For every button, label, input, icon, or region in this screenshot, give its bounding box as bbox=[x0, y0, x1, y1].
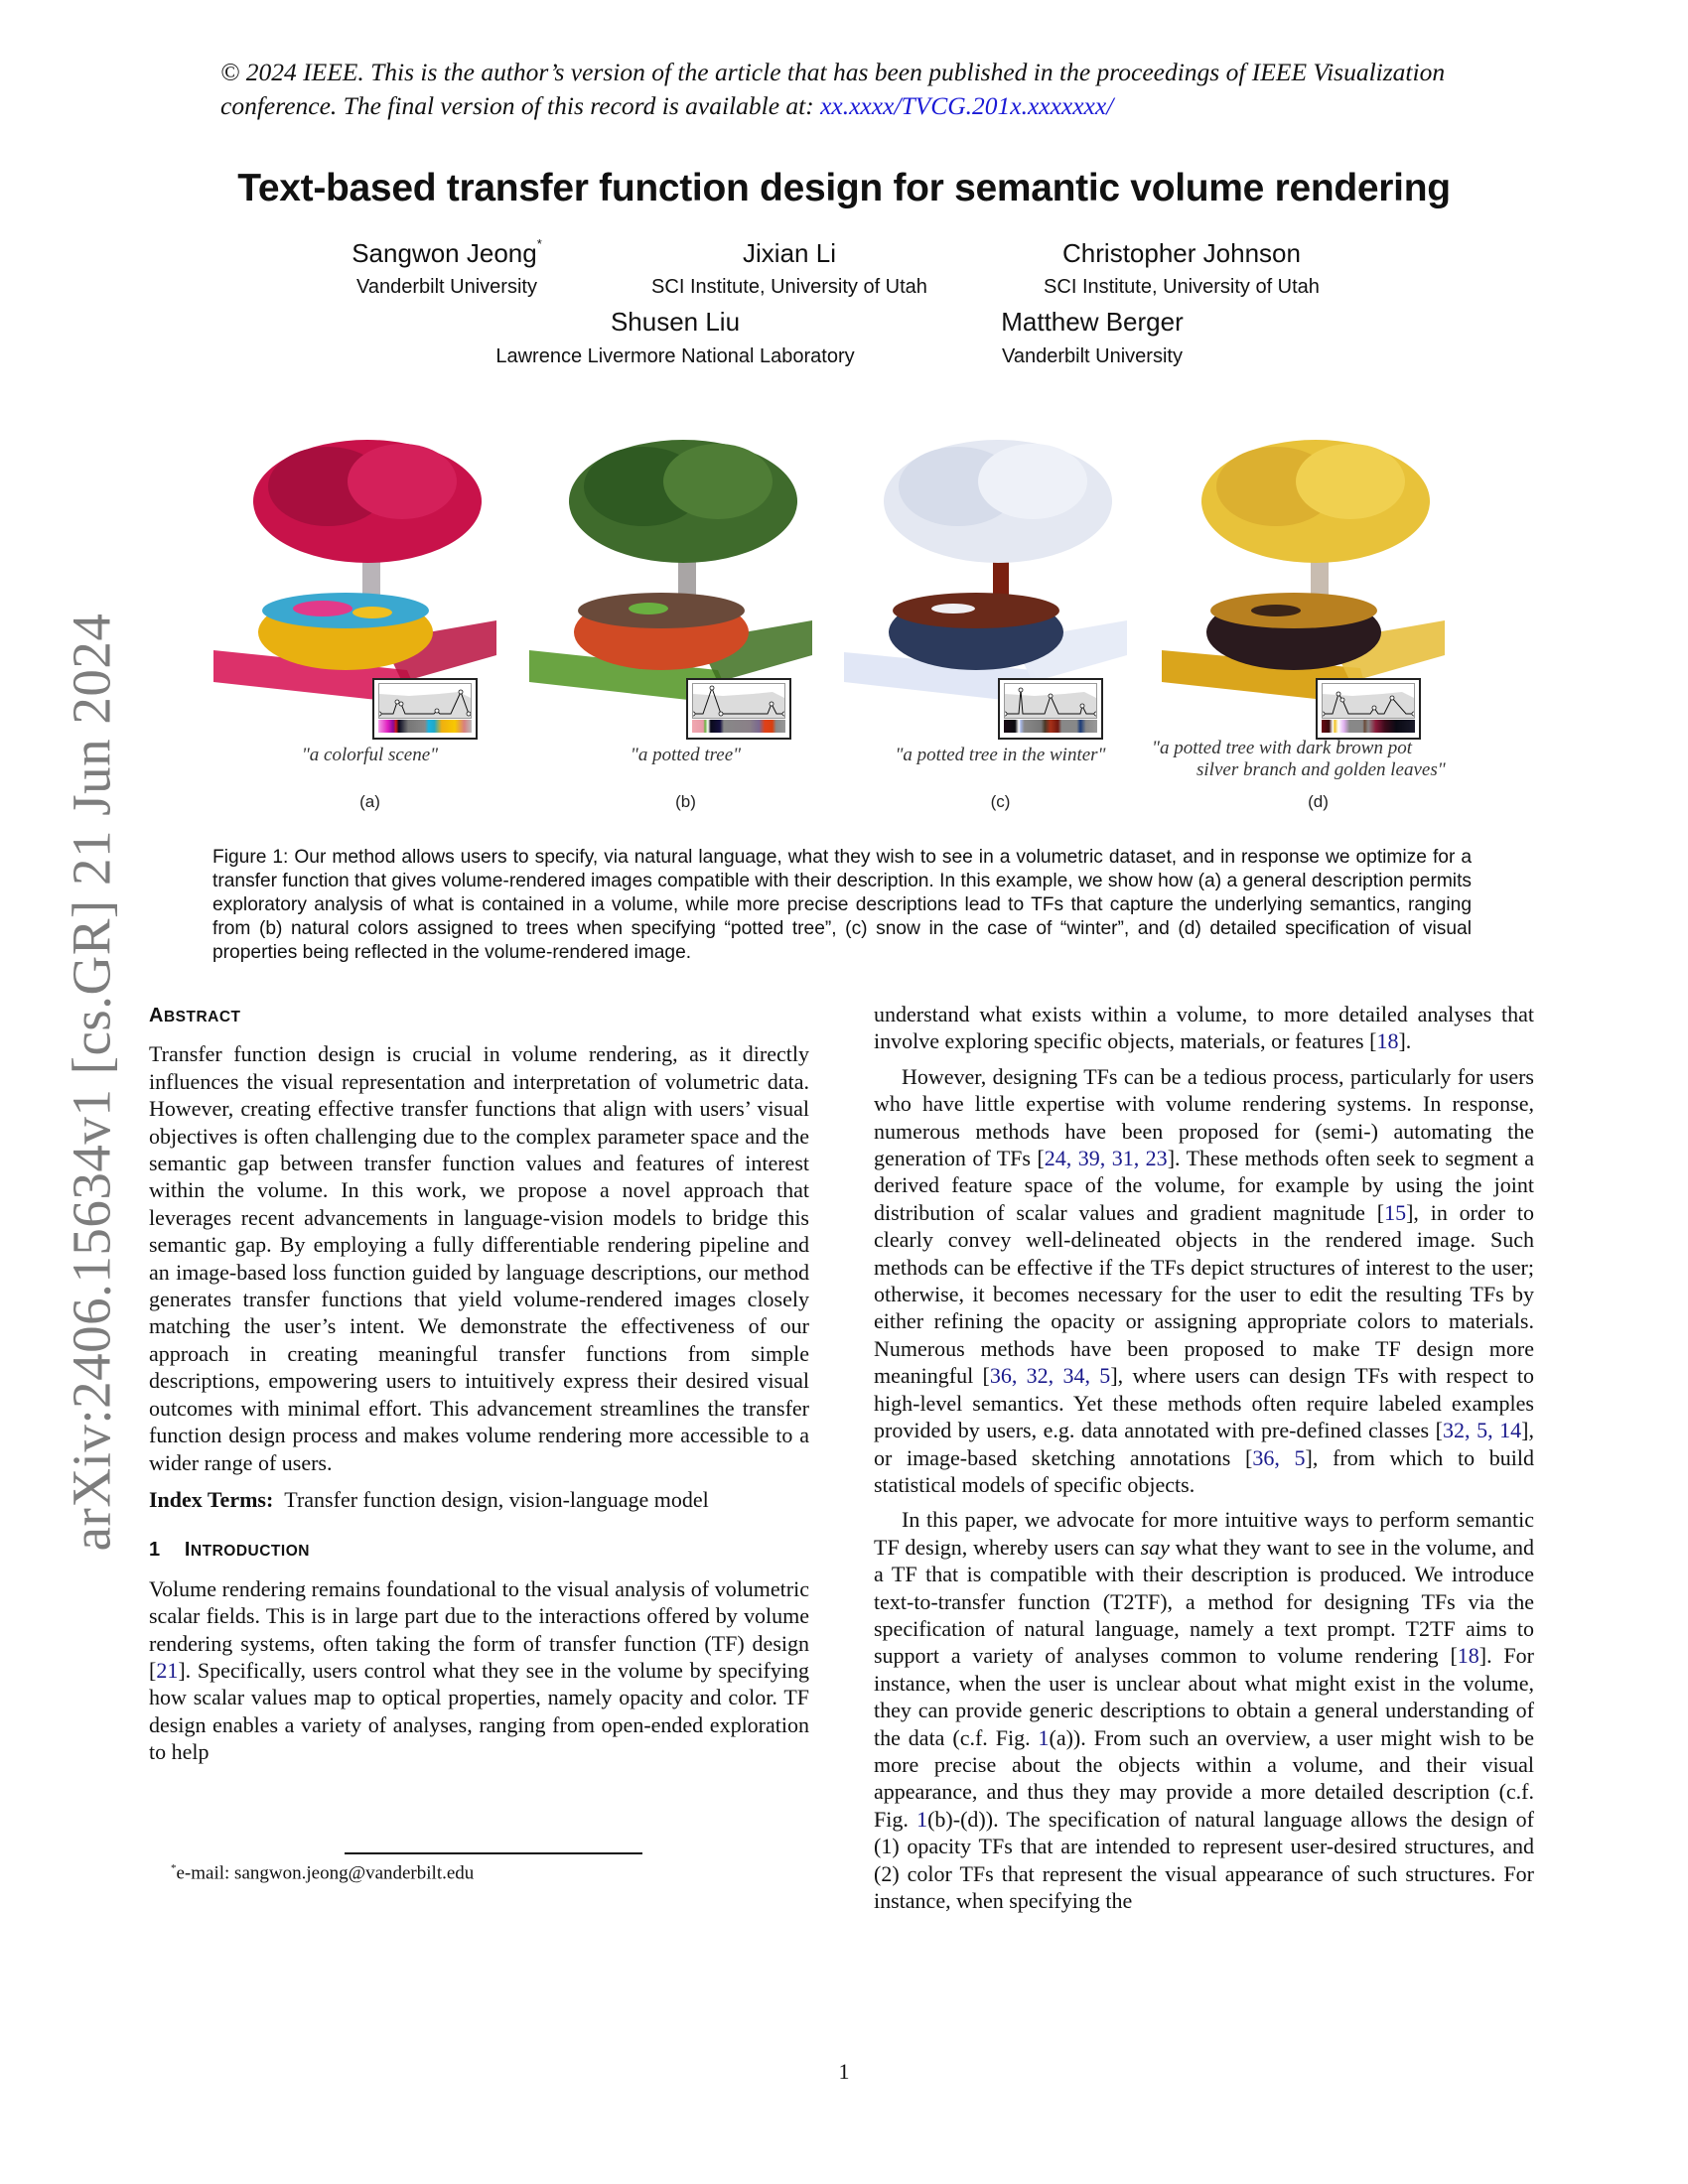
author-name: Sangwon Jeong* bbox=[352, 236, 542, 268]
transfer-function-widget bbox=[1316, 678, 1421, 740]
transfer-function-widget bbox=[372, 678, 478, 740]
citation-link[interactable]: 21 bbox=[156, 1657, 179, 1683]
panel-label: (c) bbox=[990, 792, 1011, 811]
citation-link[interactable]: 18 bbox=[1376, 1028, 1399, 1054]
author-affiliation: Lawrence Livermore National Laboratory bbox=[495, 345, 855, 367]
figure-reference-link[interactable]: 1 bbox=[1038, 1724, 1050, 1750]
text-prompt: "a colorful scene" bbox=[301, 745, 439, 765]
index-terms: Index Terms: Transfer function design, vision-language model bbox=[149, 1486, 709, 1512]
citation-link[interactable]: 32, 5, 14 bbox=[1443, 1418, 1522, 1443]
text-prompt: "a potted tree with dark brown pot silver branch and golden leaves" bbox=[1152, 738, 1446, 780]
right-column bbox=[874, 1001, 1534, 1914]
author-affiliation: SCI Institute, University of Utah bbox=[651, 276, 927, 298]
citation-link[interactable]: 24, 39, 31, 23 bbox=[1044, 1146, 1168, 1171]
author-affiliation: Vanderbilt University bbox=[1002, 345, 1183, 367]
paper-title: Text-based transfer function design for semantic volume rendering bbox=[237, 167, 1451, 209]
author-name: Jixian Li bbox=[743, 238, 836, 268]
figure-reference-link[interactable]: 1 bbox=[916, 1806, 928, 1832]
author-name: Shusen Liu bbox=[610, 307, 741, 337]
panel-label: (b) bbox=[675, 792, 696, 811]
notice-text: © 2024 IEEE. This is the author’s version of the article that has been published in the proceedings of IEEE Visualization conference. The final version of this record is available at: bbox=[220, 58, 1446, 120]
transfer-function-widget bbox=[998, 678, 1103, 740]
figure-panel-a bbox=[213, 422, 526, 819]
intro-paragraph-3: In this paper, we advocate for more intuitive ways to perform semantic TF design, whereby users can say what they want to see in the volume, and a TF that is compatible with their description is produced. We introduce text-to-transfer function (T2TF), a method for designing TFs via the specification of natural language, namely a text prompt. T2TF aims to support a variety of analyses common to volume rendering [18]. For instance, when the user is unclear about what might exist in the volume, they can provide generic descriptions to obtain a general understanding of the data (c.f. Fig. 1(a)). From such an overview, a user might wish to be more precise about the objects within a volume, and their visual appearance, and thus they may provide a more detailed description (c.f. Fig. 1(b)-(d)). The specification of natural language allows the design of (1) opacity TFs that are intended to represent user-desired structures, and (2) color TFs that represent the visual appearance of such structures. For instance, when specifying the bbox=[874, 1507, 1534, 1913]
text-prompt: "a potted tree in the winter" bbox=[895, 745, 1106, 765]
abstract-text: Transfer function design is crucial in volume rendering, as it directly influences the visual representation and interpretation of volumetric data. However, creating effective transfer functions that align with users’ visual objectives is often challenging due to the complex parameter space and the semantic gap between transfer function values and features of interest within the volume. In this work, we propose a novel approach that leverages recent advancements in language-vision models to bridge this semantic gap. By employing a fully differentiable rendering pipeline and an image-based loss function guided by language descriptions, our method generates transfer functions that yield volume-rendered images closely matching the user’s intent. We demonstrate the effectiveness of our approach in creating meaningful transfer functions from simple descriptions, empowering users to intuitively express their desired visual outcomes with minimal effort. This advancement streamlines the transfer function design process and makes volume rendering more accessible to a wider range of users. bbox=[149, 1041, 809, 1475]
left-column bbox=[149, 1003, 809, 1766]
introduction-heading: 1 INTRODUCTION bbox=[149, 1539, 310, 1562]
panel-label: (d) bbox=[1308, 792, 1329, 811]
figure-1 bbox=[213, 422, 1475, 819]
footnote: *e-mail: sangwon.jeong@vanderbilt.edu bbox=[171, 1862, 475, 1884]
figure-panel-b bbox=[529, 422, 842, 819]
color-map-bar bbox=[378, 720, 472, 733]
author-name: Christopher Johnson bbox=[1062, 238, 1301, 268]
intro-paragraph-2: However, designing TFs can be a tedious process, particularly for users who have little expertise with volume rendering systems. In response, numerous methods have been proposed for (semi-) automating the generation of TFs [24, 39, 31, 23]. These methods often seek to segment a derived feature space of the volume, for example by using the joint distribution of scalar values and gradient magnitude [15], in order to clearly convey well-delineated objects in the rendered image. Such methods can be effective if the TFs depict structures of interest to the user; otherwise, it becomes necessary for the user to edit the resulting TFs by either refining the opacity or assigning appropriate colors to materials. Numerous methods have been proposed to make TF design more meaningful [36, 32, 34, 5], where users can design TFs with respect to high-level semantics. Yet these methods often require labeled examples provided by users, e.g. data annotated with pre-defined classes [32, 5, 14], or image-based sketching annotations [36, 5], from which to build statistical models of specific objects. bbox=[874, 1063, 1535, 1497]
author-affiliation: SCI Institute, University of Utah bbox=[1044, 276, 1320, 298]
citation-link[interactable]: 36, 32, 34, 5 bbox=[989, 1363, 1111, 1389]
abstract-heading: ABSTRACT bbox=[149, 1005, 241, 1026]
author-affiliation: Vanderbilt University bbox=[356, 276, 537, 298]
figure-caption: Figure 1: Our method allows users to specify, via natural language, what they wish to see in a volumetric dataset, and in response we optimize for a transfer function that gives volume-rendered images compatible with their description. In this example, we show how (a) a general description permits exploratory analysis of what is contained in a volume, while more precise descriptions lead to TFs that capture the underlying semantics, ranging from (b) natural colors assigned to trees when specifying “potted tree”, (c) snow in the case of “winter”, and (d) detailed specification of visual properties being reflected in the volume-rendered image. bbox=[212, 847, 1472, 963]
color-map-bar bbox=[1004, 720, 1097, 733]
citation-link[interactable]: 36, 5 bbox=[1252, 1444, 1306, 1470]
doi-link[interactable]: xx.xxxx/TVCG.201x.xxxxxxx/ bbox=[820, 91, 1114, 120]
figure-panel-c bbox=[844, 422, 1157, 819]
panel-label: (a) bbox=[359, 792, 380, 811]
citation-link[interactable]: 15 bbox=[1384, 1199, 1407, 1225]
transfer-function-widget bbox=[686, 678, 791, 740]
author-name: Matthew Berger bbox=[1001, 307, 1184, 337]
color-map-bar bbox=[692, 720, 785, 733]
intro-paragraph-1-continued: understand what exists within a volume, to more detailed analyses that involve exploring specific objects, materials, or features [18]. bbox=[874, 1002, 1534, 1054]
intro-paragraph-1: Volume rendering remains foundational to the visual analysis of volumetric scalar fields. This is in large part due to the interactions offered by volume rendering systems, often taking the form of transfer function (TF) design [21]. Specifically, users control what they see in the volume by specifying how scalar values map to optical properties, namely opacity and color. TF design enables a variety of analyses, ranging from open-ended exploration to help bbox=[149, 1575, 809, 1765]
copyright-notice bbox=[220, 56, 1472, 123]
page-number: 1 bbox=[838, 2059, 850, 2084]
citation-link[interactable]: 18 bbox=[1457, 1643, 1479, 1669]
volume-render-image bbox=[213, 422, 526, 740]
arxiv-stamp: arXiv:2406.15634v1 [cs.GR] 21 Jun 2024 bbox=[61, 613, 122, 1552]
footnote-rule bbox=[345, 1852, 642, 1854]
figure-panel-d bbox=[1152, 422, 1475, 819]
color-map-bar bbox=[1322, 720, 1415, 733]
text-prompt: "a potted tree" bbox=[630, 745, 742, 765]
